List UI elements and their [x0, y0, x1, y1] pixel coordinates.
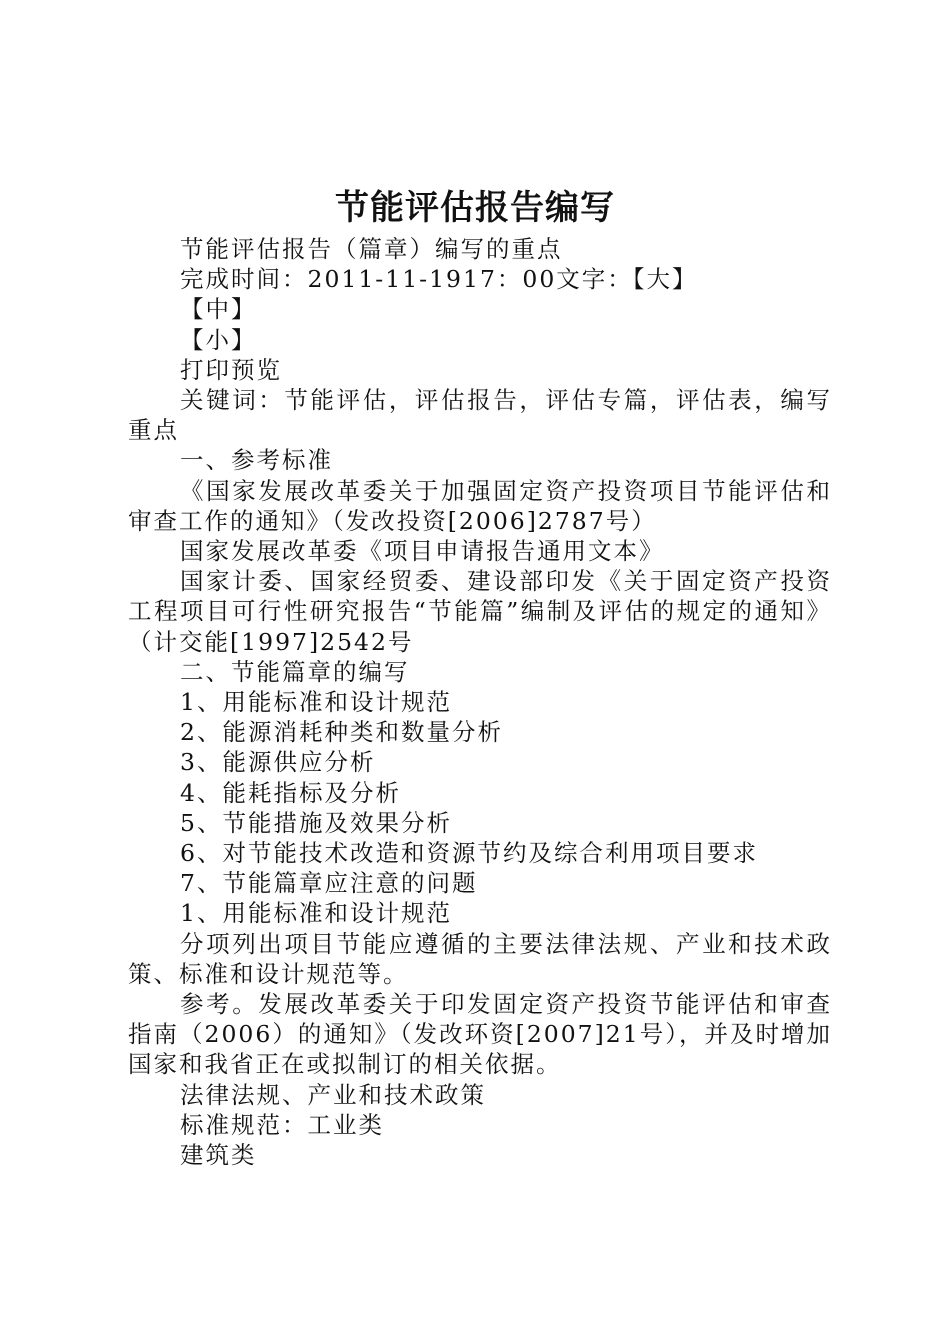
subsection-heading-standards: 1、用能标准和设计规范	[180, 899, 452, 928]
list-item-1: 1、用能标准和设计规范	[180, 688, 452, 717]
section-heading-reference-standards: 一、参考标准	[180, 446, 333, 475]
paragraph-laws-policies: 法律法规、产业和技术政策	[180, 1080, 486, 1109]
list-item-4: 4、能耗指标及分析	[180, 778, 401, 807]
document-body	[128, 234, 832, 1170]
paragraph-industrial-standards: 标准规范：工业类	[180, 1110, 384, 1139]
paragraph-keywords: 关键词：节能评估，评估报告，评估专篇，评估表，编写重点	[128, 386, 832, 445]
section-heading-energy-chapter: 二、节能篇章的编写	[180, 657, 410, 686]
paragraph-reference-3: 国家计委、国家经贸委、建设部印发《关于固定资产投资工程项目可行性研究报告“节能篇”编制及评估的规定的通知》（计交能[1997]2542号	[128, 567, 832, 656]
paragraph-completion-time: 完成时间：2011-11-1917：00文字：【大】	[180, 265, 698, 294]
paragraph-subtitle: 节能评估报告（篇章）编写的重点	[180, 235, 563, 263]
list-item-7: 7、节能篇章应注意的问题	[180, 869, 478, 898]
paragraph-standards-detail: 分项列出项目节能应遵循的主要法律法规、产业和技术政策、标准和设计规范等。	[128, 929, 832, 988]
paragraph-font-small: 【小】	[180, 325, 257, 354]
list-item-2: 2、能源消耗种类和数量分析	[180, 718, 503, 747]
paragraph-print-preview: 打印预览	[180, 355, 282, 384]
document-title: 节能评估报告编写	[335, 188, 615, 228]
paragraph-reference-guide: 参考。发展改革委关于印发固定资产投资节能评估和审查指南（2006）的通知》（发改环资[2007]21号），并及时增加国家和我省正在或拟制订的相关依据。	[128, 990, 832, 1079]
paragraph-reference-1: 《国家发展改革委关于加强固定资产投资项目节能评估和审查工作的通知》（发改投资[2006]2787号）	[128, 476, 832, 535]
list-item-5: 5、节能措施及效果分析	[180, 808, 452, 837]
list-item-6: 6、对节能技术改造和资源节约及综合利用项目要求	[180, 839, 758, 868]
paragraph-building-class: 建筑类	[180, 1141, 257, 1170]
list-item-3: 3、能源供应分析	[180, 748, 376, 777]
paragraph-reference-2: 国家发展改革委《项目申请报告通用文本》	[180, 537, 665, 566]
paragraph-font-medium: 【中】	[180, 295, 257, 324]
